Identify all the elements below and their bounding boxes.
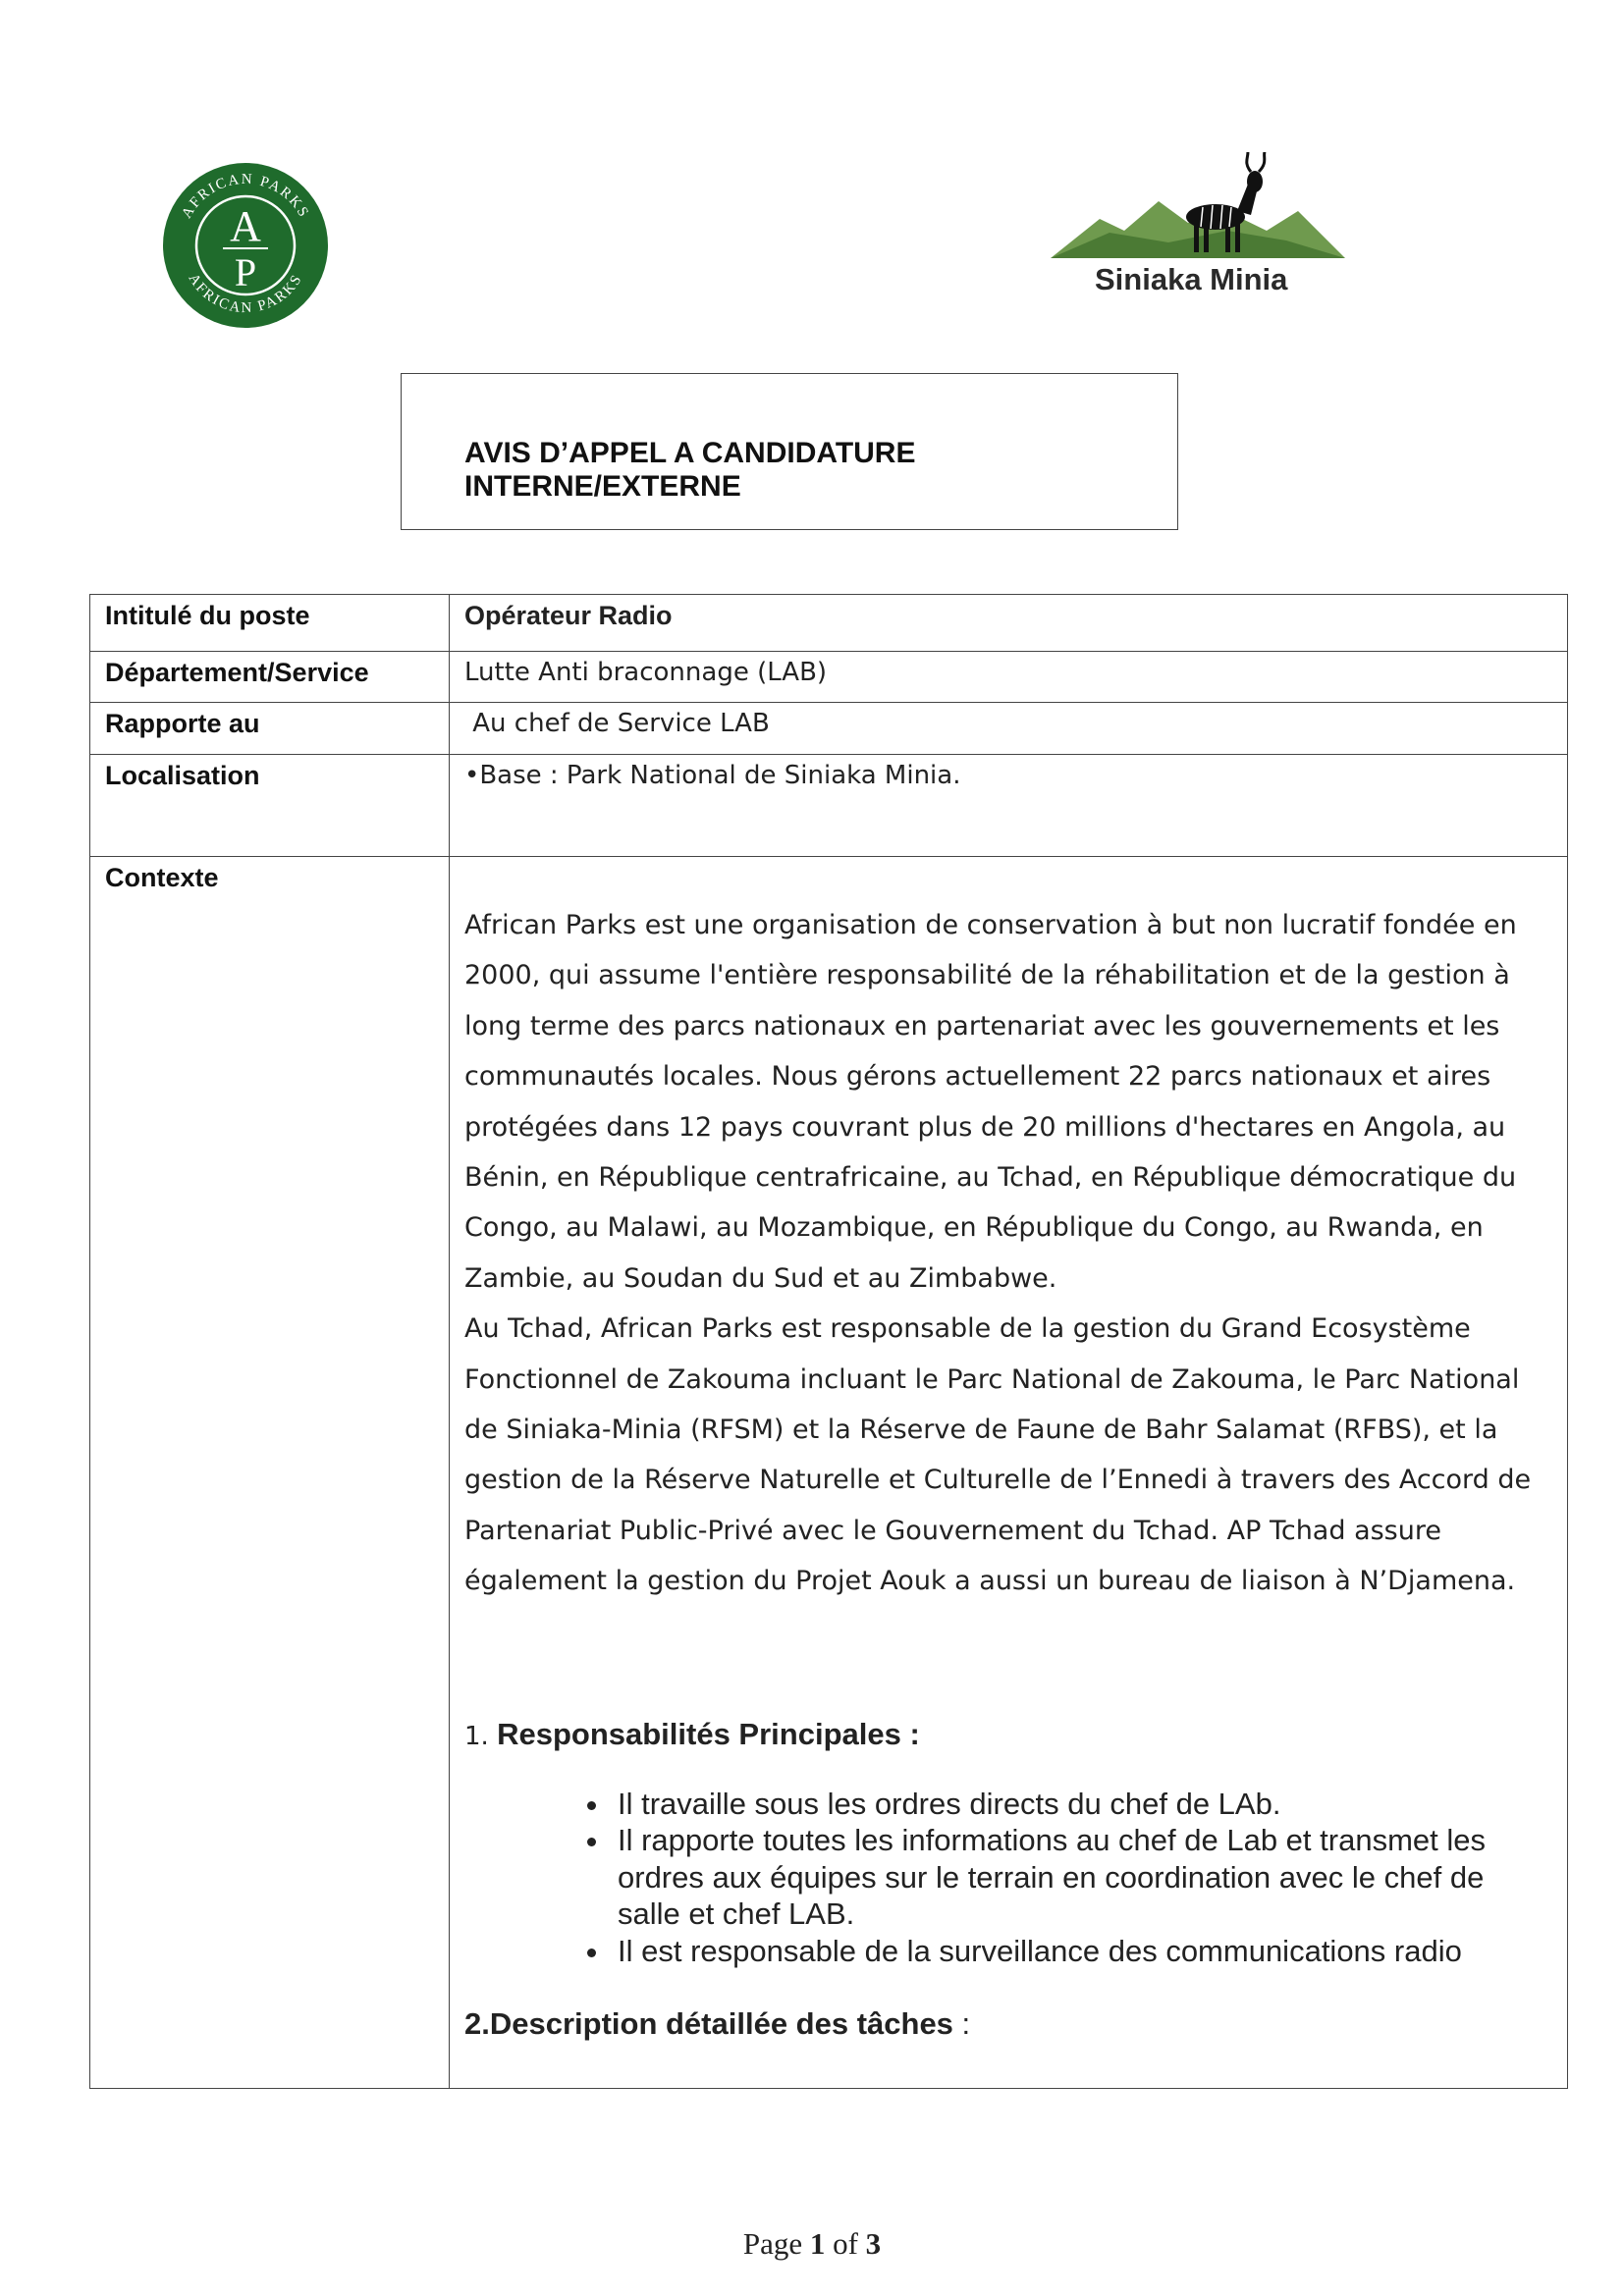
page-footer — [0, 2226, 1624, 2262]
kudu-mountain-icon — [1041, 152, 1355, 260]
responsibilities-number: 1. — [464, 1721, 498, 1751]
table-row — [90, 703, 1568, 755]
task-description-title: 2.Description détaillée des tâches — [464, 2006, 953, 2042]
context-cell — [450, 857, 1568, 2089]
context-label: Contexte — [90, 857, 450, 2089]
responsibilities-heading — [464, 1717, 1553, 1752]
list-item: • Il travaille sous les ordres directs du chef de LAb. — [612, 1786, 1553, 1823]
location-label: Localisation — [90, 755, 450, 857]
logo-letter-a: A — [230, 202, 261, 250]
context-paragraph-1: African Parks est une organisation de conservation à but non lucratif fondée en 2000, qui assume l'entière responsabilité de la réhabilitation et de la gestion à long terme des parcs nationaux en partenariat avec les gouvernements et les communautés locales. Nous gérons actuellement 22 parcs nationaux et aires protégées dans 12 pays couvrant plus de 20 millions d'hectares en Angola, au Bénin, en République centrafricaine, au Tchad, en République démocratique du Congo, au Malawi, au Mozambique, en République du Congo, au Rwanda, en Zambie, au Soudan du Sud et au Zimbabwe. — [464, 910, 1517, 1294]
logo-ring-top: AFRICAN PARKS — [179, 171, 312, 222]
logo-ring-bottom: AFRICAN PARKS — [185, 271, 306, 317]
task-description-heading — [464, 2006, 1553, 2042]
document-title: AVIS D’APPEL A CANDIDATURE INTERNE/EXTERNE — [464, 437, 916, 503]
reports-to-label: Rapporte au — [90, 703, 450, 755]
logo-letter-p: P — [234, 250, 257, 294]
title-box — [401, 373, 1178, 530]
reports-to-value: Au chef de Service LAB — [450, 703, 1568, 755]
responsibilities-list — [464, 1786, 1553, 1970]
table-row — [90, 755, 1568, 857]
table-row — [90, 857, 1568, 2089]
page-current: 1 — [809, 2226, 826, 2261]
job-info-table — [89, 594, 1568, 2089]
job-title-label: Intitulé du poste — [90, 595, 450, 652]
african-parks-logo — [162, 162, 329, 329]
page-total: 3 — [865, 2226, 882, 2261]
context-paragraph-2: Au Tchad, African Parks est responsable de la gestion du Grand Ecosystème Fonctionnel de Zakouma incluant le Parc National de Zakouma, le Parc National de Siniaka-Minia (RFSM) et la Réserve de Faune de Bahr Salamat (RFBS), et la gestion de la Réserve Naturelle et Culturelle de l’Ennedi à travers des Accord de Partenariat Public-Privé avec le Gouvernement du Tchad. AP Tchad assure également la gestion du Projet Aouk a aussi un bureau de liaison à N’Djamena. — [464, 1313, 1532, 1597]
siniaka-minia-logo — [1041, 152, 1355, 309]
location-value: •Base : Park National de Siniaka Minia. — [450, 755, 1568, 857]
table-row — [90, 595, 1568, 652]
department-label: Département/Service — [90, 652, 450, 703]
brand-name: Siniaka Minia — [1095, 262, 1288, 296]
table-row — [90, 652, 1568, 703]
job-title-value: Opérateur Radio — [450, 595, 1568, 652]
department-value: Lutte Anti braconnage (LAB) — [450, 652, 1568, 703]
page-prefix: Page — [742, 2226, 810, 2261]
responsibilities-title: Responsabilités Principales : — [497, 1716, 920, 1751]
context-text — [464, 900, 1553, 1607]
task-description-colon: : — [952, 2006, 971, 2042]
page-sep: of — [825, 2226, 866, 2261]
list-item: • Il rapporte toutes les informations au chef de Lab et transmet les ordres aux équipes sur le terrain en coordination avec le chef de salle et chef LAB. — [612, 1822, 1553, 1933]
list-item: • Il est responsable de la surveillance des communications radio — [612, 1933, 1553, 1970]
